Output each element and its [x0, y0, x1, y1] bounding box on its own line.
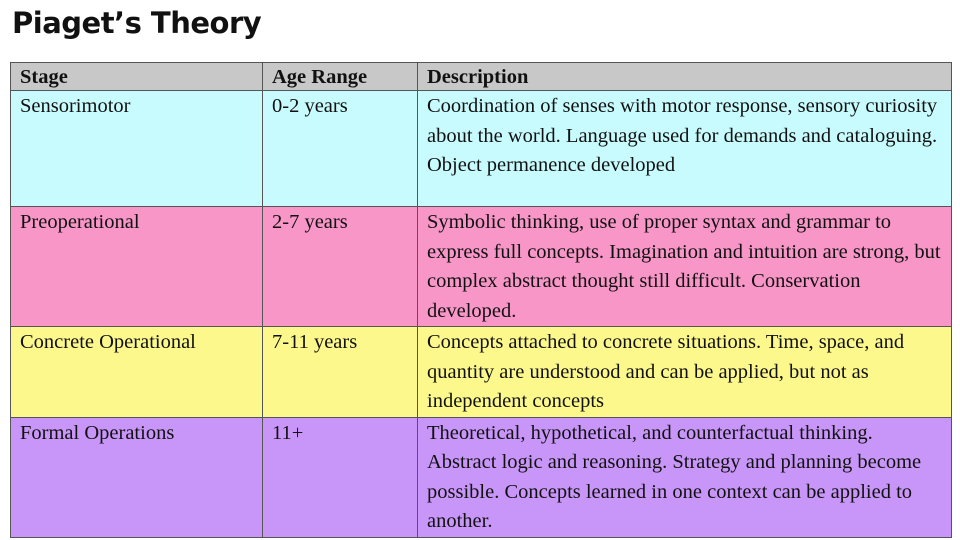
page-title: Piaget’s Theory [12, 6, 262, 40]
description-cell: Coordination of senses with motor response, sensory curiosity about the world. Language used for demands and cataloguing. Object permanence developed [418, 91, 952, 207]
age-range-cell: 11+ [263, 417, 418, 537]
header-description: Description [418, 63, 952, 91]
header-age-range: Age Range [263, 63, 418, 91]
description-cell: Theoretical, hypothetical, and counterfactual thinking. Abstract logic and reasoning. Strategy and planning become possible. Concepts learned in one context can be applied to another. [418, 417, 952, 537]
table-header-row [11, 63, 952, 91]
age-range-cell: 0-2 years [263, 91, 418, 207]
stage-cell: Preoperational [11, 207, 263, 327]
stage-cell: Sensorimotor [11, 91, 263, 207]
description-cell: Concepts attached to concrete situations. Time, space, and quantity are understood and can be applied, but not as independent concepts [418, 327, 952, 418]
stage-cell: Concrete Operational [11, 327, 263, 418]
piaget-stages-table [10, 62, 952, 538]
table-row-concrete-operational [11, 327, 952, 418]
table-row-sensorimotor [11, 91, 952, 207]
header-stage: Stage [11, 63, 263, 91]
stage-cell: Formal Operations [11, 417, 263, 537]
table-row-preoperational [11, 207, 952, 327]
age-range-cell: 2-7 years [263, 207, 418, 327]
description-cell: Symbolic thinking, use of proper syntax and grammar to express full concepts. Imagination and intuition are strong, but complex abstract thought still difficult. Conservation developed. [418, 207, 952, 327]
age-range-cell: 7-11 years [263, 327, 418, 418]
table-row-formal-operations [11, 417, 952, 537]
